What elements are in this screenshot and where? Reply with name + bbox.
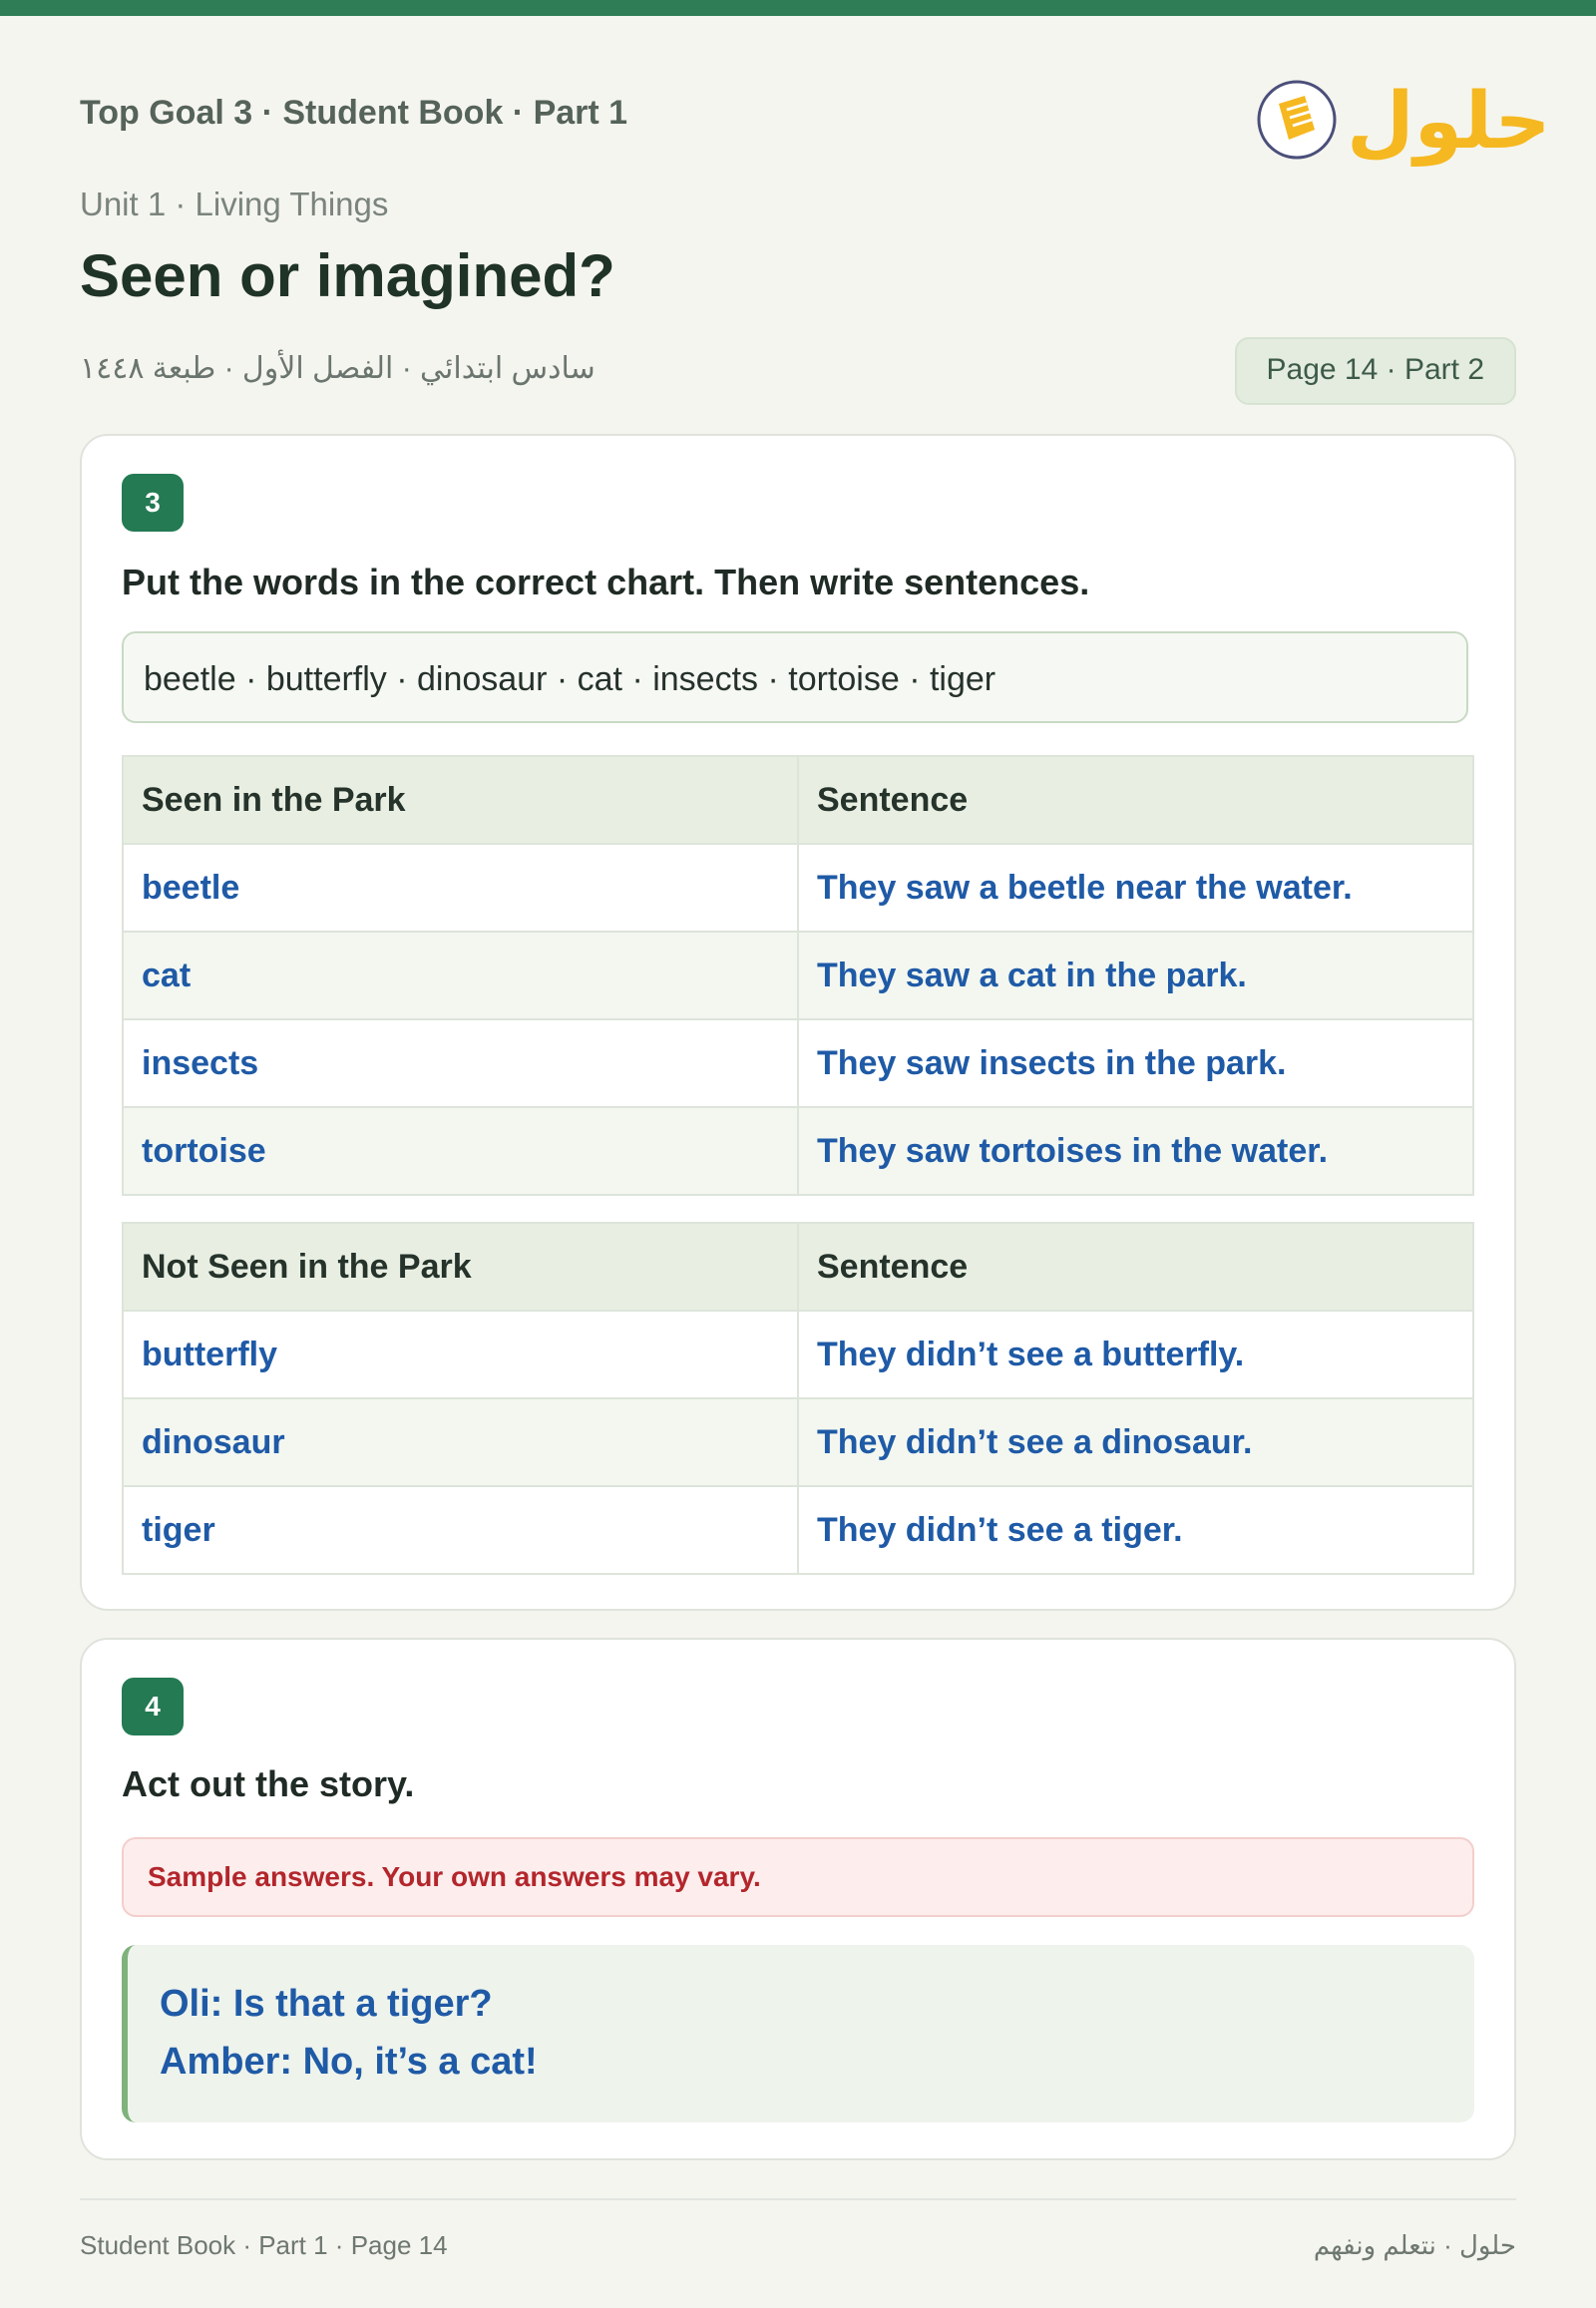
exercise-number-badge: 3	[122, 474, 184, 532]
word-cell: beetle	[123, 844, 798, 932]
logo-text: حلول	[1347, 77, 1551, 167]
table-row	[123, 1107, 1473, 1195]
word-cell: cat	[123, 932, 798, 1019]
footer-right: حلول · نتعلم ونفهم	[1313, 2230, 1516, 2260]
dialogue-line: Amber: No, it’s a cat!	[160, 2041, 538, 2083]
column-header: Sentence	[798, 756, 1473, 844]
sentence-cell: They saw a beetle near the water.	[798, 844, 1473, 932]
column-header: Sentence	[798, 1223, 1473, 1311]
table-header-row	[123, 756, 1473, 844]
page-badge: Page 14 · Part 2	[1235, 337, 1516, 405]
exercise-3-card	[80, 434, 1516, 1611]
footer-left: Student Book · Part 1 · Page 14	[80, 2230, 448, 2260]
word-cell: tortoise	[123, 1107, 798, 1195]
book-title: Top Goal 3 · Student Book · Part 1	[80, 94, 628, 132]
table-row	[123, 844, 1473, 932]
exercise-instruction: Put the words in the correct chart. Then write sentences.	[122, 562, 1090, 602]
sample-answers-note: Sample answers. Your own answers may vary.	[122, 1837, 1474, 1917]
table-header-row	[123, 1223, 1473, 1311]
dialogue-line: Oli: Is that a tiger?	[160, 1983, 493, 2025]
word-cell: tiger	[123, 1486, 798, 1574]
not-seen-chart	[122, 1222, 1474, 1575]
exercise-number-badge: 4	[122, 1678, 184, 1735]
top-accent-bar	[0, 0, 1596, 16]
table-row	[123, 1019, 1473, 1107]
column-header: Seen in the Park	[123, 756, 798, 844]
table-row	[123, 932, 1473, 1019]
arabic-subtitle: سادس ابتدائي · الفصل الأول · طبعة ١٤٤٨	[80, 352, 596, 385]
word-cell: insects	[123, 1019, 798, 1107]
exercise-4-card	[80, 1638, 1516, 2160]
sentence-cell: They saw insects in the park.	[798, 1019, 1473, 1107]
unit-label: Unit 1 · Living Things	[80, 186, 389, 222]
dialogue-box	[122, 1945, 1474, 2122]
sentence-cell: They didn’t see a dinosaur.	[798, 1398, 1473, 1486]
table-row	[123, 1311, 1473, 1398]
table-row	[123, 1398, 1473, 1486]
sentence-cell: They didn’t see a butterfly.	[798, 1311, 1473, 1398]
page-title: Seen or imagined?	[80, 242, 615, 309]
footer-divider	[80, 2198, 1516, 2200]
exercise-instruction: Act out the story.	[122, 1763, 415, 1804]
word-bank: beetle · butterfly · dinosaur · cat · insects · tortoise · tiger	[122, 631, 1468, 723]
sentence-cell: They saw a cat in the park.	[798, 932, 1473, 1019]
book-logo-icon	[1257, 60, 1551, 180]
seen-chart	[122, 755, 1474, 1196]
word-cell: dinosaur	[123, 1398, 798, 1486]
sentence-cell: They didn’t see a tiger.	[798, 1486, 1473, 1574]
word-cell: butterfly	[123, 1311, 798, 1398]
sentence-cell: They saw tortoises in the water.	[798, 1107, 1473, 1195]
column-header: Not Seen in the Park	[123, 1223, 798, 1311]
table-row	[123, 1486, 1473, 1574]
